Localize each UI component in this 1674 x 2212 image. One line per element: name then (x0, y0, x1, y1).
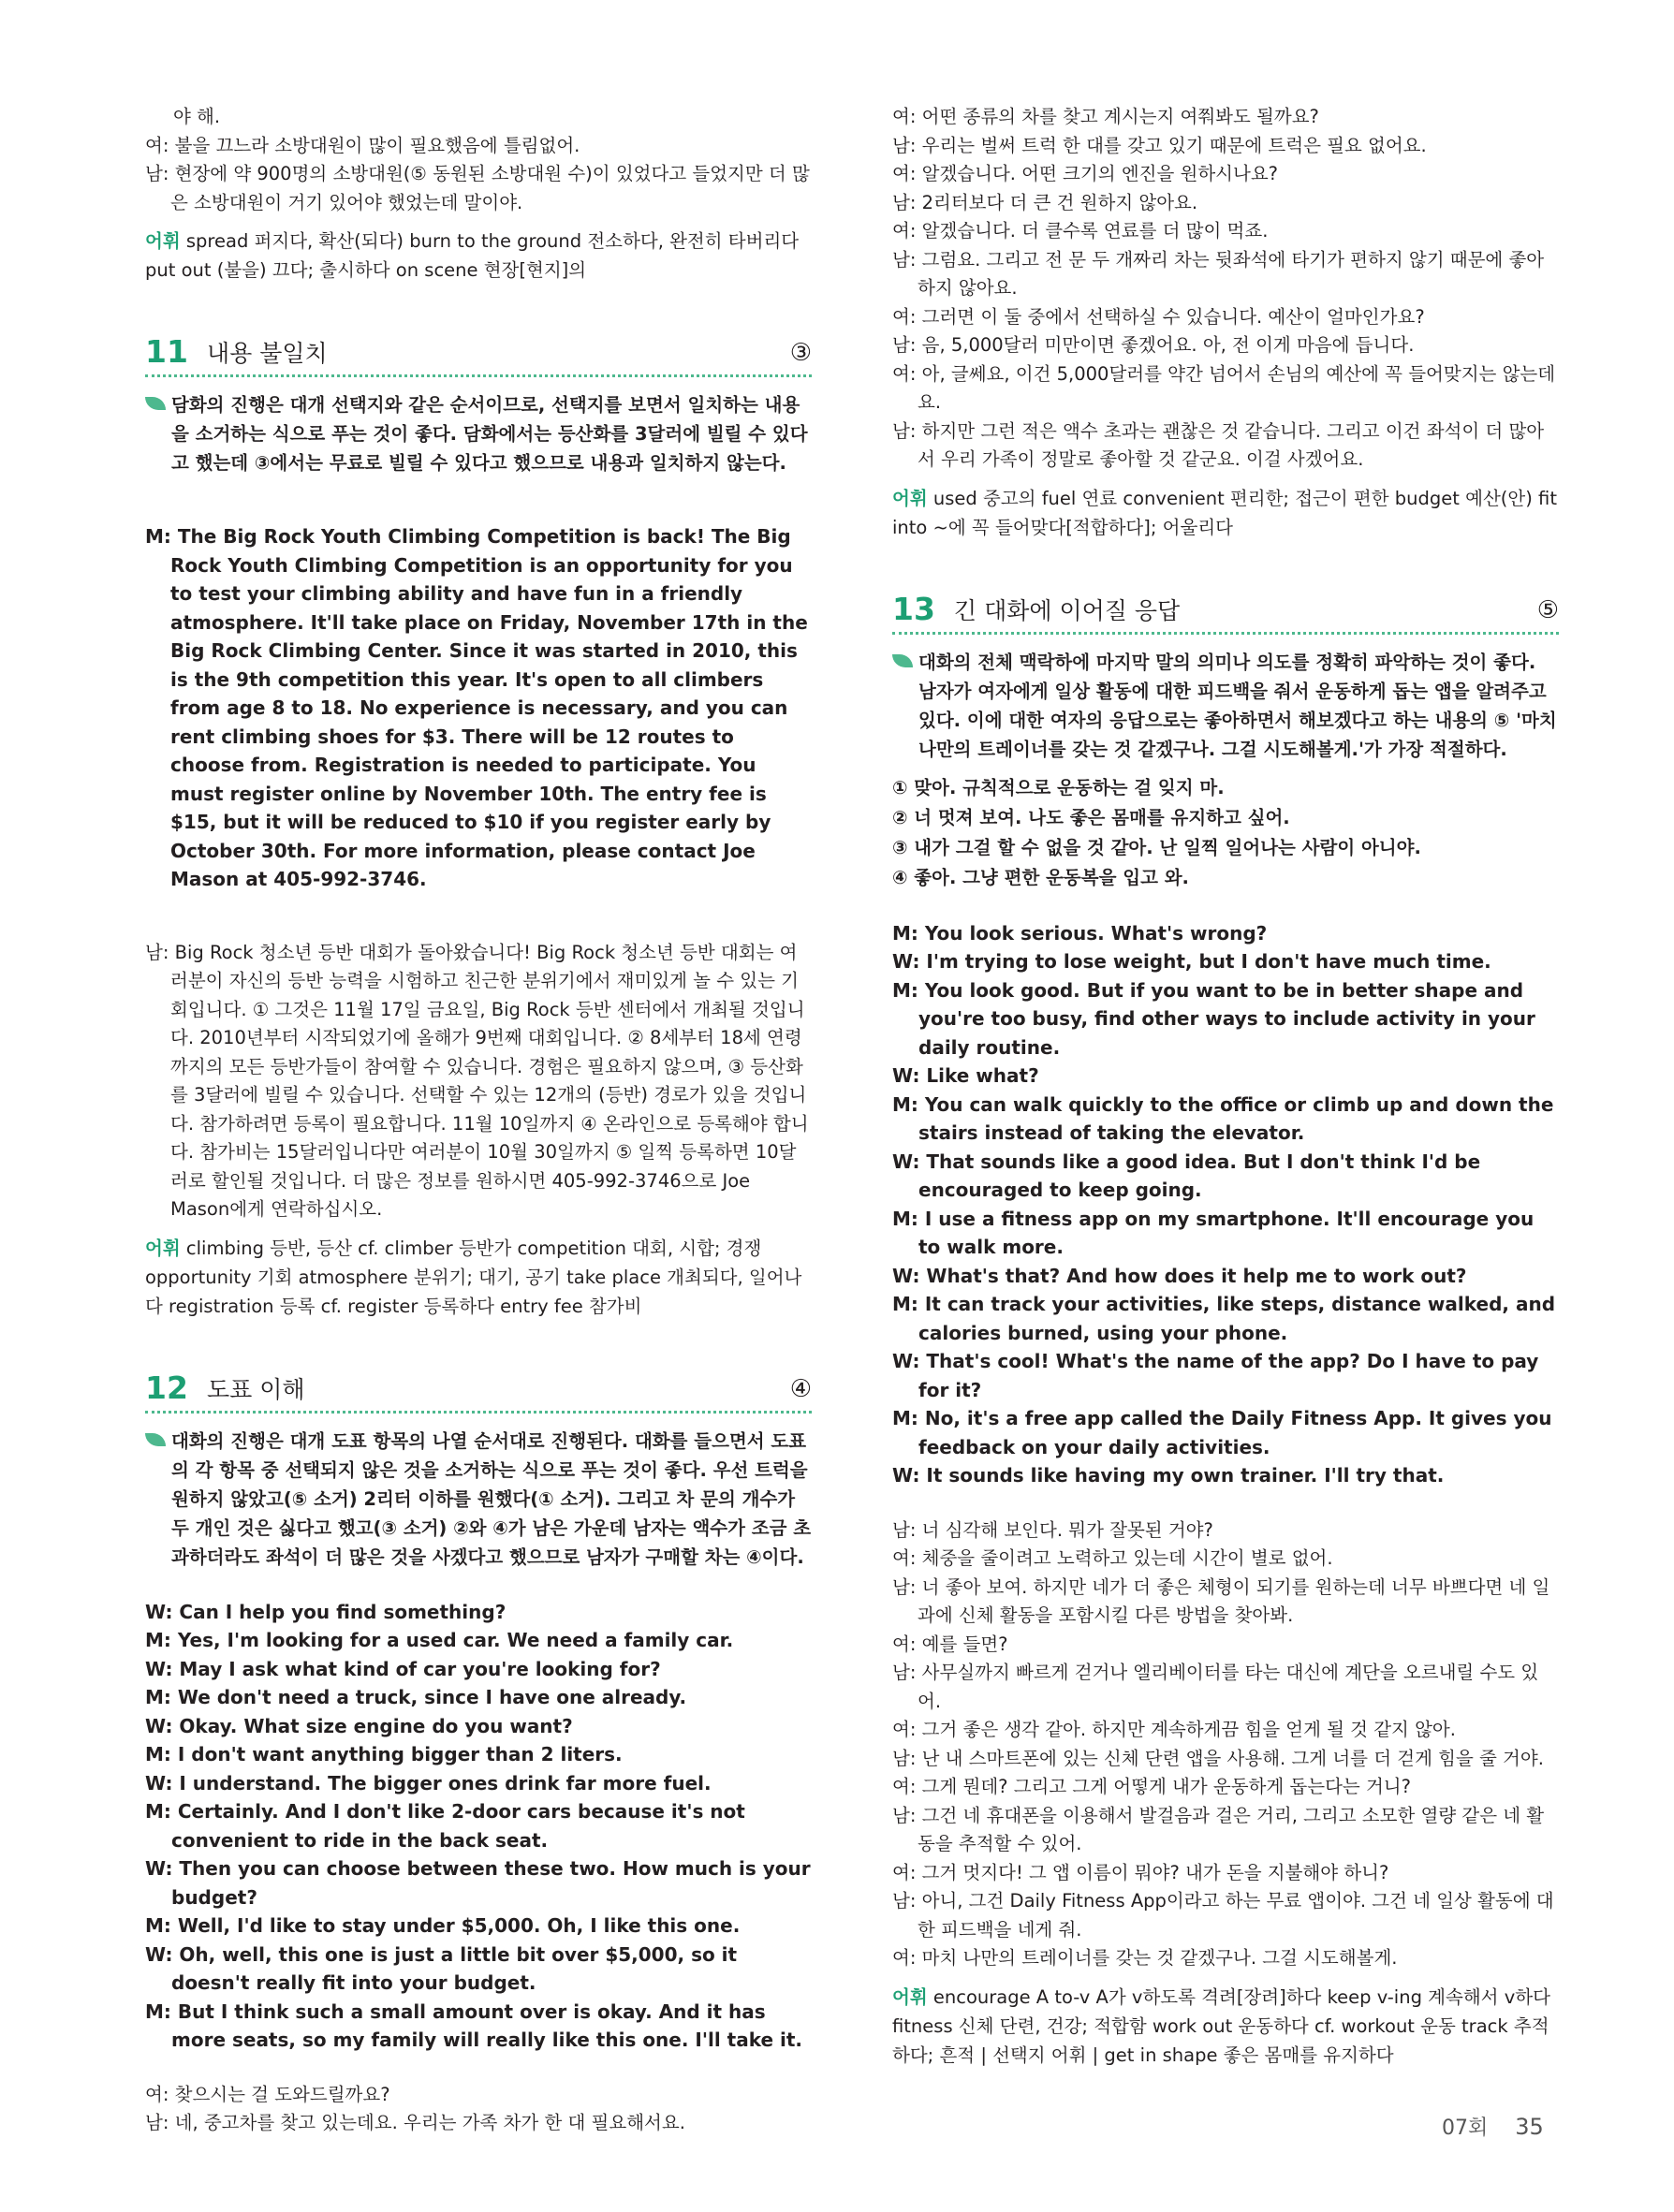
section-answer: ④ (789, 1374, 812, 1403)
vocab-label: 어휘 (892, 487, 928, 509)
translation-line: 여: 예를 들면? (892, 1633, 1008, 1655)
dialog-line: M: Well, I'd like to stay under $5,000. Oh, I like this one. (145, 1914, 741, 1937)
option-item: ② 너 멋져 보여. 나도 좋은 몸매를 유지하고 싶어. (892, 806, 1290, 828)
section-12-dialog (145, 1598, 812, 2055)
page-number: 35 (1515, 2114, 1544, 2140)
explanation-text: 대화의 전체 맥락하에 마지막 말의 의미나 의도를 정확히 파악하는 것이 좋다. 남자가 여자에게 일상 활동에 대한 피드백을 줘서 운동하게 돕는 앱을 알려주고 있다. 이에 대한 여자의 응답으로는 좋아하면서 해보겠다고 하는 내용의 ⑤ '마치 나만의 트레이너를 갖는 것 같겠구나. 그걸 시도해볼게.'가 가장 적절하다. (918, 651, 1557, 760)
section-12-header (145, 1370, 812, 1414)
translation-line: 여: 그거 좋은 생각 같아. 하지만 계속하게끔 힘을 얻게 될 것 같지 않아. (892, 1719, 1456, 1740)
translation-line: 남: 하지만 그런 적은 액수 초과는 괜찮은 것 같습니다. 그리고 이건 좌석이 더 많아서 우리 가족이 정말로 좋아할 것 같군요. 이걸 사겠어요. (892, 419, 1545, 470)
dialog-line: M: You look good. But if you want to be in better shape and you're too busy, find other ways to include activity in your daily routine. (892, 978, 1535, 1059)
dialog-line: W: That sounds like a good idea. But I don't think I'd be encouraged to keep going. (892, 1150, 1481, 1201)
section-number: 13 (892, 590, 935, 627)
dialog-line: M: You look serious. What's wrong? (892, 921, 1268, 945)
translation-line: 남: 난 내 스마트폰에 있는 신체 단련 앱을 사용해. 그게 너를 더 걷게 힘을 줄 거야. (892, 1747, 1544, 1769)
intro-line: 야 해. (173, 106, 221, 127)
vocab-block (145, 227, 812, 285)
section-11-script: M: The Big Rock Youth Climbing Competition is back! The Big Rock Youth Climbing Competition is an opportunity for you to test your climbing ability and have fun in a friendly atmosphere. It'll take place on Friday, November 17th in the Big Rock Climbing Center. Since it was started in 2010, this is the 9th competition this year. It's open to all climbers from age 8 to 18. No experience is necessary, and you can rent climbing shoes for $3. There will be 12 routes to choose from. Registration is needed to participate. You must register online by November 10th. The entry fee is $15, but it will be reduced to $10 if you register early by October 30th. For more information, please contact Joe Mason at 405-992-3746. (145, 525, 808, 890)
dialog-line: W: What's that? And how does it help me to work out? (892, 1264, 1467, 1287)
dialog-line: M: I use a fitness app on my smartphone. It'll encourage you to walk more. (892, 1207, 1534, 1258)
section-13-translation (892, 1516, 1559, 1973)
section-title: 긴 대화에 이어질 응답 (954, 596, 1181, 624)
translation-line: 여: 그게 뭔데? 그리고 그게 어떻게 내가 운동하게 돕는다는 거니? (892, 1776, 1411, 1797)
vocab-text: climbing 등반, 등산 cf. climber 등반가 competition 대회, 시합; 경쟁 opportunity 기회 atmosphere 분위기; 대기, 공기 take place 개최되다, 일어나다 registration 등록 cf. register 등록하다 entry fee 참가비 (145, 1237, 802, 1317)
translation-line: 남: 사무실까지 빠르게 걷거나 엘리베이터를 타는 대신에 계단을 오르내릴 수도 있어. (892, 1662, 1539, 1712)
vocab-text: used 중고의 fuel 연료 convenient 편리한; 접근이 편한 budget 예산(안) fit into ~에 꼭 들어맞다[적합하다]; 어울리다 (892, 487, 1557, 538)
dialog-line: M: Yes, I'm looking for a used car. We need a family car. (145, 1629, 734, 1651)
dialog-line: W: Oh, well, this one is just a little bit over $5,000, so it doesn't really fit into your budget. (145, 1942, 738, 1994)
section-11-vocab (145, 1234, 812, 1321)
leaf-icon (145, 397, 166, 410)
left-column (145, 103, 812, 2138)
explanation-text: 대화의 진행은 대개 도표 항목의 나열 순서대로 진행된다. 대화를 들으면서 도표의 각 항목 중 선택되지 않은 것을 소거하는 식으로 푸는 것이 좋다. 우선 트럭을 원하지 않았고(⑤ 소거) 2리터 이하를 원했다(① 소거). 그리고 차 문의 개수가 두 개인 것은 싫다고 했고(③ 소거) ②와 ④가 남은 가운데 남자는 액수가 조금 초과하더라도 좌석이 더 많은 것을 사겠다고 했으므로 남자가 구매할 차는 ④이다. (171, 1429, 812, 1568)
dialog-line: M: But I think such a small amount over is okay. And it has more seats, so my family will really like this one. I'll take it. (145, 2000, 803, 2051)
translation-line: 여: 체중을 줄이려고 노력하고 있는데 시간이 별로 없어. (892, 1547, 1333, 1569)
translation-line: 여: 찾으시는 걸 도와드릴까요? (145, 2083, 390, 2105)
translation-line: 남: 우리는 벌써 트럭 한 대를 갖고 있기 때문에 트럭은 필요 없어요. (892, 134, 1427, 156)
option-item: ① 맞아. 규칙적으로 운동하는 걸 잊지 마. (892, 776, 1225, 798)
section-number: 11 (145, 333, 188, 370)
translation-line: 남: 음, 5,000달러 미만이면 좋겠어요. 아, 전 이게 마음에 듭니다. (892, 334, 1415, 356)
dialog-line: W: I understand. The bigger ones drink far more fuel. (145, 1771, 712, 1795)
dialog-line: M: It can track your activities, like steps, distance walked, and calories burned, using your phone. (892, 1293, 1556, 1344)
section-11-header (145, 333, 812, 377)
dialog-line: W: That's cool! What's the name of the app? Do I have to pay for it? (892, 1350, 1539, 1401)
section-12-vocab (892, 484, 1559, 542)
vocab-label: 어휘 (145, 230, 181, 252)
dialog-line: M: No, it's a free app called the Daily Fitness App. It gives you feedback on your daily activities. (892, 1407, 1552, 1458)
dialog-line: M: We don't need a truck, since I have one already. (145, 1686, 687, 1708)
vocab-text: encourage A to-v A가 v하도록 격려[장려]하다 keep v-ing 계속해서 v하다 fitness 신체 단련, 건강; 적합함 work out 운동하다 cf. workout 운동 track 추적하다; 흔적 | 선택지 어휘 | get in shape 좋은 몸매를 유지하다 (892, 1985, 1550, 2066)
vocab-label: 어휘 (145, 1237, 181, 1259)
section-title: 도표 이해 (207, 1375, 305, 1403)
translation-line: 여: 그거 멋지다! 그 앱 이름이 뭐야? 내가 돈을 지불해야 하니? (892, 1861, 1389, 1883)
translation-line: 여: 알겠습니다. 어떤 크기의 엔진을 원하시나요? (892, 163, 1279, 184)
dialog-line: W: Like what? (892, 1064, 1039, 1087)
translation-line: 남: 그건 네 휴대폰을 이용해서 발걸음과 걸은 거리, 그리고 소모한 열량 같은 네 활동을 추적할 수 있어. (892, 1804, 1545, 1854)
dialog-line: W: I'm trying to lose weight, but I don't have much time. (892, 950, 1491, 973)
translation-line: 여: 그러면 이 둘 중에서 선택하실 수 있습니다. 예산이 얼마인가요? (892, 305, 1425, 328)
vocab-text: spread 퍼지다, 확산(되다) burn to the ground 전소하다, 완전히 타버리다 put out (불을) 끄다; 출시하다 on scene 현장[현지]의 (145, 230, 800, 281)
right-column (892, 103, 1559, 2070)
section-13-header (892, 591, 1559, 635)
page-footer (1442, 2112, 1544, 2141)
dialog-line: W: Okay. What size engine do you want? (145, 1714, 573, 1737)
intro-line: 여: 불을 끄느라 소방대원이 많이 필요했음에 틀림없어. (145, 134, 580, 156)
section-13-vocab (892, 1983, 1559, 2070)
option-item: ③ 내가 그걸 할 수 없을 것 같아. 난 일찍 일어나는 사람이 아니야. (892, 836, 1421, 858)
translation-line: 여: 알겠습니다. 더 클수록 연료를 더 많이 먹죠. (892, 220, 1269, 242)
dialog-line: W: It sounds like having my own trainer. I'll try that. (892, 1464, 1445, 1487)
translation-line: 남: 너 좋아 보여. 하지만 네가 더 좋은 체형이 되기를 원하는데 너무 바쁘다면 네 일과에 신체 활동을 포함시킬 다른 방법을 찾아봐. (892, 1575, 1550, 1626)
section-answer: ⑤ (1536, 595, 1559, 624)
dialog-line: W: Then you can choose between these two. How much is your budget? (145, 1857, 811, 1909)
translation-line: 남: 네, 중고차를 찾고 있는데요. 우리는 가족 차가 한 대 필요해서요. (145, 2112, 685, 2133)
section-12-explanation (145, 1427, 812, 1572)
dialog-line: W: May I ask what kind of car you're looking for? (145, 1657, 661, 1680)
intro-line: 남: 현장에 약 900명의 소방대원(⑤ 동원된 소방대원 수)이 있었다고 들었지만 더 많은 소방대원이 거기 있어야 했었는데 말이야. (145, 163, 810, 213)
dialog-line: M: Certainly. And I don't like 2-door cars because it's not convenient to ride in the back seat. (145, 1800, 745, 1852)
section-title: 내용 불일치 (207, 340, 328, 367)
section-answer: ③ (789, 339, 812, 367)
explanation-text: 담화의 진행은 대개 선택지와 같은 순서이므로, 선택지를 보면서 일치하는 내용을 소거하는 식으로 푸는 것이 좋다. 담화에서는 등산화를 3달러에 빌릴 수 있다고 했는데 ③에서는 무료로 빌릴 수 있다고 했으므로 내용과 일치하지 않는다. (171, 394, 808, 474)
dialog-line: W: Can I help you find something? (145, 1600, 507, 1623)
translation-line: 남: 아니, 그건 Daily Fitness App이라고 하는 무료 앱이야. 그건 네 일상 활동에 대한 피드백을 네게 줘. (892, 1890, 1554, 1941)
section-13-options (892, 773, 1559, 893)
section-11-explanation (145, 390, 812, 477)
translation-line: 남: 2리터보다 더 큰 건 원하지 않아요. (892, 191, 1198, 213)
translation-line: 남: 그럼요. 그리고 전 문 두 개짜리 차는 뒷좌석에 타기가 편하지 않기 때문에 좋아하지 않아요. (892, 248, 1545, 299)
leaf-icon (145, 1433, 166, 1446)
leaf-icon (892, 654, 913, 667)
translation-line: 남: 너 심각해 보인다. 뭐가 잘못된 거야? (892, 1518, 1213, 1541)
section-number: 12 (145, 1369, 188, 1406)
vocab-label: 어휘 (892, 1985, 928, 2008)
translation-line: 여: 어떤 종류의 차를 찾고 계시는지 여쭤봐도 될까요? (892, 106, 1319, 127)
session-label: 07회 (1442, 2117, 1489, 2140)
dialog-line: M: You can walk quickly to the office or climb up and down the stairs instead of taking the elevator. (892, 1092, 1554, 1144)
dialog-line: M: I don't want anything bigger than 2 liters. (145, 1743, 623, 1765)
translation-line: 여: 아, 글쎄요, 이건 5,000달러를 약간 넘어서 손님의 예산에 꼭 들어맞지는 않는데요. (892, 362, 1556, 413)
translation-line: 여: 마치 나만의 트레이너를 갖는 것 같겠구나. 그걸 시도해볼게. (892, 1947, 1398, 1969)
option-item: ④ 좋아. 그냥 편한 운동복을 입고 와. (892, 866, 1189, 888)
section-11-translation: 남: Big Rock 청소년 등반 대회가 돌아왔습니다! Big Rock 청소년 등반 대회는 여러분이 자신의 등반 능력을 시험하고 친근한 분위기에서 재미있게 놀 수 있는 기회입니다. ① 그것은 11월 17일 금요일, Big Rock 등반 센터에서 개최될 것입니다. 2010년부터 시작되었기에 올해가 9번째 대회입니다. ② 8세부터 18세 연령까지의 모든 등반가들이 참여할 수 있습니다. 경험은 필요하지 않으며, ③ 등산화를 3달러에 빌릴 수 있습니다. 선택할 수 있는 12개의 (등반) 경로가 있을 것입니다. 참가하려면 등록이 필요합니다. 11월 10일까지 ④ 온라인으로 등록해야 합니다. 참가비는 15달러입니다만 여러분이 10월 30일까지 ⑤ 일찍 등록하면 10달러로 할인될 것입니다. 더 많은 정보를 원하시면 405-992-3746으로 Joe Mason에게 연락하십시오. (145, 941, 809, 1220)
section-13-dialog (892, 919, 1559, 1490)
section-13-explanation (892, 648, 1559, 764)
